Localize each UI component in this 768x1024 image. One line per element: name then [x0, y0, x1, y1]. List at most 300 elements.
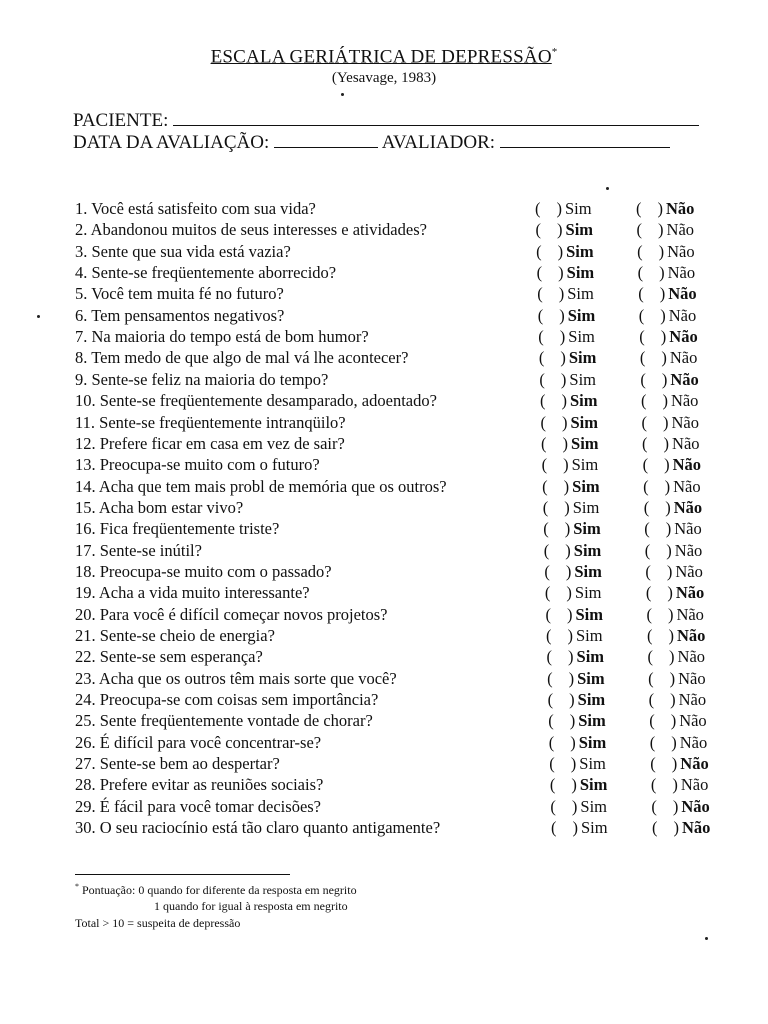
- question-row: [75, 413, 346, 433]
- question-row: [75, 327, 369, 347]
- open-paren: (: [643, 497, 650, 517]
- answer-option-nao[interactable]: [650, 754, 708, 774]
- open-paren: (: [647, 626, 653, 645]
- close-paren: ): [670, 690, 676, 710]
- question-text: Tem medo de que algo de mal vá lhe acontecer?: [91, 348, 409, 368]
- sim-label: Sim: [573, 519, 601, 539]
- sim-label: Sim: [573, 540, 602, 560]
- close-paren: ): [558, 284, 565, 304]
- close-paren: ): [666, 561, 673, 581]
- open-paren: (: [642, 433, 648, 453]
- close-paren: ): [570, 754, 577, 774]
- question-row: [75, 519, 279, 539]
- close-paren: ): [565, 561, 572, 581]
- answer-option-nao[interactable]: [649, 690, 707, 710]
- question-row: [75, 391, 437, 411]
- answer-option-nao[interactable]: [646, 583, 704, 603]
- close-paren: ): [673, 818, 679, 838]
- question-row: [75, 348, 408, 368]
- close-paren: ): [557, 241, 564, 261]
- question-text: Acha a vida muito interessante?: [98, 583, 310, 603]
- sim-label: Sim: [565, 220, 594, 240]
- question-text: Você tem muita fé no futuro?: [91, 284, 284, 304]
- answer-option-nao[interactable]: [639, 306, 697, 326]
- question-number: 27.: [75, 754, 96, 774]
- nao-label: Não: [679, 711, 707, 731]
- sim-label: Sim: [574, 583, 602, 603]
- close-paren: ): [561, 391, 567, 411]
- open-paren: (: [538, 348, 545, 368]
- scan-speck: [37, 315, 40, 318]
- answer-option-nao[interactable]: [640, 370, 698, 390]
- open-paren: (: [537, 305, 544, 325]
- date-blank[interactable]: [274, 133, 378, 148]
- close-paren: ): [669, 647, 675, 667]
- close-paren: ): [658, 220, 664, 240]
- question-row: [75, 220, 427, 240]
- question-number: 16.: [75, 519, 96, 539]
- open-paren: (: [648, 668, 654, 688]
- answer-option-nao[interactable]: [648, 647, 706, 667]
- answer-option-nao[interactable]: [646, 605, 704, 625]
- answer-option-sim[interactable]: [549, 754, 606, 774]
- question-text: Preocupa-se muito com o passado?: [99, 561, 332, 581]
- answer-option-sim[interactable]: [548, 690, 606, 710]
- footnote-divider: [75, 874, 290, 875]
- footnote-line-3: Total > 10 = suspeita de depressão: [75, 916, 241, 930]
- open-paren: (: [643, 476, 649, 496]
- question-row: [75, 647, 263, 667]
- question-row: [75, 818, 440, 838]
- open-paren: (: [547, 668, 553, 688]
- close-paren: ): [658, 241, 665, 261]
- open-paren: (: [539, 391, 546, 411]
- nao-label: Não: [671, 412, 699, 432]
- close-paren: ): [667, 583, 673, 603]
- question-text: Tem pensamentos negativos?: [91, 305, 285, 325]
- question-number: 26.: [75, 732, 96, 752]
- sim-label: Sim: [566, 241, 594, 261]
- question-row: [75, 733, 321, 753]
- nao-label: Não: [667, 241, 695, 261]
- open-paren: (: [639, 348, 646, 368]
- nao-label: Não: [670, 391, 699, 411]
- question-text: O seu raciocínio está tão claro quanto antigamente?: [99, 818, 441, 838]
- open-paren: (: [542, 476, 548, 496]
- answer-option-nao[interactable]: [641, 391, 699, 411]
- open-paren: (: [549, 775, 556, 795]
- question-text: Sente-se cheio de energia?: [99, 626, 275, 645]
- question-number: 25.: [75, 711, 96, 731]
- open-paren: (: [548, 711, 554, 731]
- question-row: [75, 669, 397, 689]
- open-paren: (: [541, 433, 547, 453]
- open-paren: (: [543, 540, 550, 560]
- nao-label: Não: [669, 327, 698, 347]
- open-paren: (: [549, 754, 555, 774]
- question-number: 13.: [75, 455, 96, 475]
- footnote-line-2: 1 quando for igual à resposta em negrito: [154, 899, 348, 913]
- close-paren: ): [666, 540, 672, 560]
- question-number: 12.: [75, 433, 96, 453]
- question-text: Sente-se freqüentemente intranqüilo?: [99, 412, 346, 432]
- question-text: Na maioria do tempo está de bom humor?: [91, 327, 369, 347]
- question-text: Sente freqüentemente vontade de chorar?: [99, 711, 373, 731]
- answer-option-nao[interactable]: [649, 711, 707, 731]
- question-number: 7.: [75, 327, 88, 347]
- answer-option-nao[interactable]: [644, 498, 702, 518]
- answer-option-nao[interactable]: [652, 818, 710, 838]
- nao-label: Não: [675, 561, 703, 581]
- close-paren: ): [669, 668, 676, 688]
- close-paren: ): [659, 284, 666, 304]
- close-paren: ): [660, 305, 666, 325]
- question-number: 21.: [75, 626, 96, 645]
- question-number: 14.: [75, 476, 96, 496]
- open-paren: (: [550, 818, 557, 838]
- sim-label: Sim: [567, 305, 596, 325]
- answer-option-sim[interactable]: [542, 455, 599, 475]
- answer-option-sim[interactable]: [550, 775, 608, 795]
- date-evaluator-field: [73, 132, 670, 154]
- close-paren: ): [563, 476, 570, 496]
- close-paren: ): [671, 754, 678, 774]
- question-row: [75, 434, 345, 454]
- close-paren: ): [562, 412, 568, 432]
- sim-label: Sim: [580, 796, 607, 816]
- answer-option-nao[interactable]: [638, 284, 696, 304]
- open-paren: (: [544, 583, 551, 603]
- close-paren: ): [564, 497, 570, 517]
- sim-label: Sim: [576, 626, 603, 645]
- close-paren: ): [559, 327, 566, 347]
- open-paren: (: [535, 199, 541, 218]
- answer-option-sim[interactable]: [536, 220, 594, 240]
- open-paren: (: [545, 604, 551, 624]
- answer-option-sim[interactable]: [538, 306, 596, 326]
- question-number: 5.: [75, 284, 88, 304]
- question-text: Acha que os outros têm mais sorte que você?: [98, 668, 397, 688]
- open-paren: (: [645, 583, 652, 603]
- question-text: Acha que tem mais probl de memória que os outros?: [98, 476, 447, 496]
- close-paren: ): [663, 433, 670, 453]
- question-text: Sente-se bem ao despertar?: [99, 754, 280, 774]
- close-paren: ): [571, 796, 578, 816]
- question-text: Preocupa-se com coisas sem importância?: [99, 690, 379, 710]
- sim-label: Sim: [578, 732, 607, 752]
- close-paren: ): [568, 647, 574, 667]
- question-row: [75, 690, 378, 710]
- close-paren: ): [566, 604, 573, 624]
- close-paren: ): [568, 668, 575, 688]
- question-row: [75, 498, 243, 518]
- answer-option-nao[interactable]: [639, 327, 697, 347]
- open-paren: (: [651, 796, 657, 816]
- nao-label: Não: [668, 305, 697, 325]
- open-paren: (: [638, 305, 645, 325]
- close-paren: ): [562, 433, 569, 453]
- question-row: [75, 263, 336, 283]
- open-paren: (: [639, 327, 645, 347]
- footnote-mark: *: [75, 882, 79, 891]
- question-text: Sente-se sem esperança?: [99, 647, 263, 667]
- sim-label: Sim: [568, 348, 597, 368]
- answer-option-sim[interactable]: [542, 477, 600, 497]
- question-number: 6.: [75, 305, 88, 325]
- nao-label: Não: [679, 732, 708, 752]
- nao-label: Não: [680, 775, 709, 795]
- answer-option-sim[interactable]: [549, 733, 607, 753]
- answer-option-nao[interactable]: [638, 263, 696, 283]
- answer-option-sim[interactable]: [543, 498, 600, 518]
- title-footnote-mark: *: [551, 46, 558, 58]
- answer-option-sim[interactable]: [541, 413, 599, 433]
- answer-option-sim[interactable]: [547, 647, 605, 667]
- sim-label: Sim: [576, 647, 605, 667]
- nao-label: Não: [676, 604, 704, 624]
- question-number: 10.: [75, 391, 96, 411]
- nao-label: Não: [678, 690, 707, 710]
- answer-option-nao[interactable]: [636, 199, 694, 219]
- date-label: DATA DA AVALIAÇÃO:: [73, 132, 270, 153]
- answer-option-nao[interactable]: [645, 541, 703, 561]
- answer-option-sim[interactable]: [548, 711, 606, 731]
- nao-label: Não: [666, 220, 695, 240]
- answer-option-nao[interactable]: [642, 413, 700, 433]
- answer-option-nao[interactable]: [651, 797, 709, 817]
- sim-label: Sim: [579, 775, 608, 795]
- nao-label: Não: [672, 433, 700, 453]
- answer-option-sim[interactable]: [544, 541, 602, 561]
- answer-option-sim[interactable]: [538, 327, 595, 347]
- nao-label: Não: [677, 647, 706, 667]
- answer-option-sim[interactable]: [541, 434, 599, 454]
- open-paren: (: [535, 220, 542, 240]
- open-paren: (: [541, 455, 548, 475]
- open-paren: (: [543, 519, 549, 539]
- answer-option-nao[interactable]: [640, 348, 698, 368]
- question-number: 4.: [75, 263, 88, 283]
- close-paren: ): [660, 327, 667, 347]
- scan-speck: [705, 937, 708, 940]
- answer-option-nao[interactable]: [643, 455, 701, 475]
- evaluator-blank[interactable]: [500, 133, 670, 148]
- question-text: Para você é difícil começar novos projetos?: [99, 604, 388, 624]
- question-number: 15.: [75, 497, 96, 517]
- question-row: [75, 455, 320, 475]
- open-paren: (: [648, 690, 655, 710]
- question-number: 9.: [75, 369, 88, 389]
- question-row: [75, 754, 280, 774]
- close-paren: ): [672, 775, 678, 795]
- sim-label: Sim: [568, 327, 595, 347]
- close-paren: ): [560, 369, 567, 389]
- sim-label: Sim: [580, 818, 608, 838]
- answer-option-sim[interactable]: [551, 818, 608, 838]
- question-text: Fica freqüentemente triste?: [99, 519, 280, 539]
- question-text: Abandonou muitos de seus interesses e atividades?: [90, 220, 427, 240]
- answer-option-nao[interactable]: [645, 562, 703, 582]
- sim-label: Sim: [577, 690, 606, 710]
- open-paren: (: [537, 284, 543, 304]
- sim-label: Sim: [565, 199, 592, 218]
- sim-label: Sim: [570, 412, 599, 432]
- open-paren: (: [637, 241, 643, 261]
- open-paren: (: [650, 754, 656, 774]
- question-row: [75, 605, 387, 625]
- question-text: Acha bom estar vivo?: [98, 497, 244, 517]
- answer-option-sim[interactable]: [539, 370, 596, 390]
- answer-option-nao[interactable]: [643, 477, 701, 497]
- sim-label: Sim: [572, 476, 600, 496]
- open-paren: (: [536, 241, 542, 261]
- footnote-scoring-text: Pontuação: 0 quando for diferente da resposta em negrito: [82, 883, 357, 897]
- question-number: 28.: [75, 775, 96, 795]
- nao-label: Não: [677, 626, 706, 645]
- question-number: 30.: [75, 818, 96, 838]
- nao-label: Não: [673, 497, 703, 517]
- question-number: 29.: [75, 796, 96, 816]
- close-paren: ): [569, 690, 575, 710]
- close-paren: ): [657, 199, 663, 218]
- open-paren: (: [649, 711, 655, 731]
- question-text: É fácil para você tomar decisões?: [99, 796, 322, 816]
- sim-label: Sim: [571, 455, 599, 475]
- answer-option-nao[interactable]: [637, 220, 695, 240]
- close-paren: ): [672, 796, 679, 816]
- close-paren: ): [572, 818, 578, 838]
- answer-option-nao[interactable]: [650, 733, 708, 753]
- question-number: 20.: [75, 604, 96, 624]
- open-paren: (: [645, 561, 651, 581]
- answer-option-sim[interactable]: [545, 583, 602, 603]
- question-row: [75, 583, 310, 603]
- close-paren: ): [659, 263, 665, 283]
- nao-label: Não: [673, 476, 701, 496]
- sim-label: Sim: [572, 497, 600, 517]
- question-row: [75, 626, 275, 646]
- close-paren: ): [663, 412, 669, 432]
- answer-option-sim[interactable]: [536, 242, 594, 262]
- open-paren: (: [644, 519, 650, 539]
- nao-label: Não: [667, 263, 696, 283]
- question-number: 11.: [75, 412, 96, 432]
- question-row: [75, 775, 323, 795]
- open-paren: (: [548, 732, 555, 752]
- open-paren: (: [640, 391, 647, 411]
- answer-option-sim[interactable]: [550, 797, 607, 817]
- scan-speck: [341, 93, 344, 96]
- patient-field: [73, 110, 699, 132]
- open-paren: (: [550, 796, 556, 816]
- answer-option-sim[interactable]: [544, 562, 602, 582]
- nao-label: Não: [674, 540, 703, 560]
- answer-option-sim[interactable]: [537, 284, 594, 304]
- answer-option-sim[interactable]: [535, 199, 592, 219]
- sim-label: Sim: [577, 668, 605, 688]
- answer-option-nao[interactable]: [637, 242, 695, 262]
- nao-label: Não: [668, 284, 697, 304]
- open-paren: (: [544, 561, 550, 581]
- nao-label: Não: [666, 199, 695, 218]
- close-paren: ): [665, 519, 672, 539]
- sim-label: Sim: [569, 369, 596, 389]
- close-paren: ): [567, 626, 573, 645]
- answer-option-sim[interactable]: [540, 391, 598, 411]
- question-text: Sente-se freqüentemente desamparado, adoentado?: [99, 391, 437, 411]
- open-paren: (: [651, 818, 658, 838]
- question-text: Prefere ficar em casa em vez de sair?: [99, 433, 345, 453]
- sim-label: Sim: [571, 433, 599, 453]
- open-paren: (: [547, 690, 554, 710]
- open-paren: (: [641, 412, 647, 432]
- open-paren: (: [636, 199, 642, 218]
- footnote-line-1: [75, 882, 357, 898]
- question-text: Você está satisfeito com sua vida?: [91, 199, 316, 218]
- open-paren: (: [642, 455, 649, 475]
- close-paren: ): [665, 497, 671, 517]
- close-paren: ): [563, 455, 569, 475]
- open-paren: (: [636, 220, 643, 240]
- close-paren: ): [571, 775, 577, 795]
- question-row: [75, 797, 321, 817]
- answer-option-sim[interactable]: [545, 605, 603, 625]
- answer-option-nao[interactable]: [642, 434, 700, 454]
- close-paren: ): [560, 348, 566, 368]
- open-paren: (: [539, 369, 545, 389]
- answer-option-nao[interactable]: [651, 775, 709, 795]
- answer-option-sim[interactable]: [537, 263, 595, 283]
- open-paren: (: [650, 775, 657, 795]
- question-row: [75, 242, 291, 262]
- question-text: Prefere evitar as reuniões sociais?: [99, 775, 324, 795]
- close-paren: ): [661, 369, 668, 389]
- question-number: 23.: [75, 668, 96, 688]
- question-row: [75, 370, 328, 390]
- open-paren: (: [646, 604, 652, 624]
- answer-option-nao[interactable]: [644, 519, 702, 539]
- nao-label: Não: [672, 455, 702, 475]
- close-paren: ): [564, 519, 571, 539]
- question-number: 18.: [75, 561, 96, 581]
- open-paren: (: [649, 732, 656, 752]
- question-row: [75, 306, 284, 326]
- question-number: 3.: [75, 241, 88, 261]
- answer-option-sim[interactable]: [539, 348, 597, 368]
- question-text: Sente-se freqüentemente aborrecido?: [91, 263, 337, 283]
- nao-label: Não: [674, 519, 702, 539]
- question-number: 17.: [75, 540, 96, 560]
- close-paren: ): [570, 732, 576, 752]
- answer-option-nao[interactable]: [648, 669, 706, 689]
- document-title: [0, 46, 768, 68]
- close-paren: ): [670, 711, 677, 731]
- open-paren: (: [540, 412, 546, 432]
- sim-label: Sim: [569, 391, 598, 411]
- close-paren: ): [558, 263, 564, 283]
- answer-option-sim[interactable]: [547, 669, 605, 689]
- question-number: 22.: [75, 647, 96, 667]
- answer-option-sim[interactable]: [546, 626, 603, 646]
- answer-option-nao[interactable]: [647, 626, 705, 646]
- patient-label: PACIENTE:: [73, 110, 169, 131]
- close-paren: ): [556, 199, 562, 218]
- patient-blank[interactable]: [173, 111, 699, 126]
- open-paren: (: [637, 263, 644, 283]
- question-number: 8.: [75, 348, 88, 368]
- answer-option-sim[interactable]: [543, 519, 601, 539]
- sim-label: Sim: [574, 561, 602, 581]
